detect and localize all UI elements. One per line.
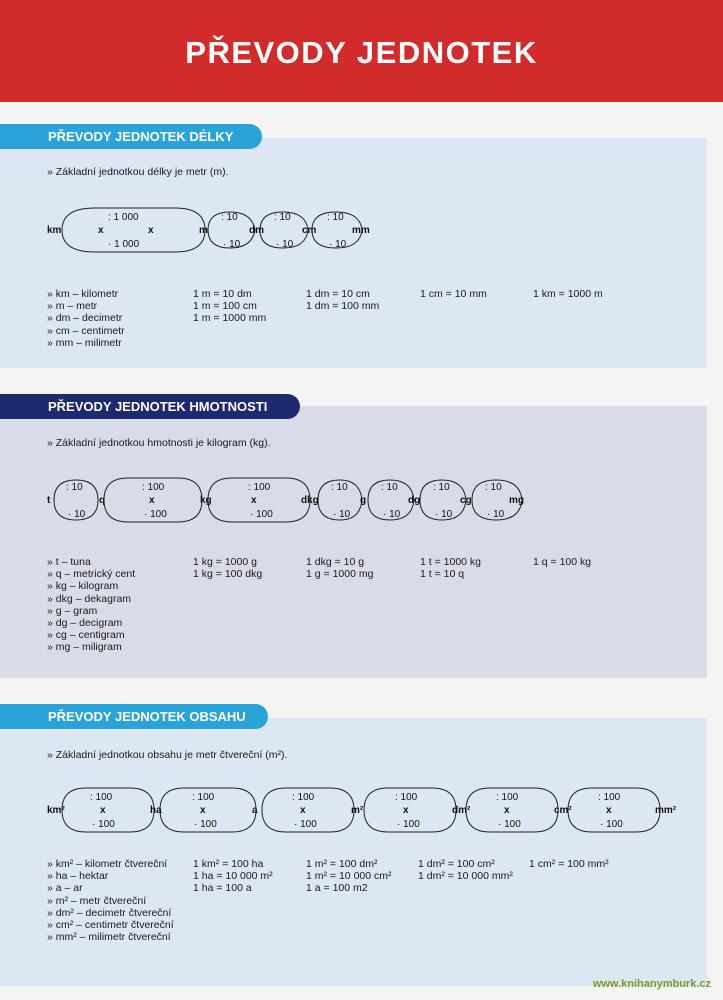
length-eq-col bbox=[306, 288, 379, 312]
list-item: » km – kilometr bbox=[47, 288, 119, 300]
length-factor-top: : 10 bbox=[274, 212, 291, 223]
length-factor-bottom: · 10 bbox=[329, 239, 347, 250]
mass-section-title: PŘEVODY JEDNOTEK HMOTNOSTI bbox=[0, 394, 300, 419]
area-factor-bottom: · 100 bbox=[397, 819, 420, 830]
equation: 1 m = 100 cm bbox=[193, 300, 257, 313]
list-item: » t – tuna bbox=[47, 556, 91, 568]
area-factor-top: : 100 bbox=[496, 792, 519, 803]
mass-unit: t bbox=[47, 495, 51, 506]
equation: 1 km = 1000 m bbox=[533, 288, 603, 300]
mass-factor-top: : 10 bbox=[331, 482, 348, 493]
area-unit: cm² bbox=[554, 805, 572, 816]
footer-url: www.knihanymburk.cz bbox=[592, 978, 711, 990]
length-factor-top: : 1 000 bbox=[108, 212, 139, 223]
mass-unit: mg bbox=[509, 495, 524, 506]
list-item: » dg – decigram bbox=[47, 617, 123, 630]
list-item: » cg – centigram bbox=[47, 629, 125, 642]
length-factor-bottom: · 10 bbox=[276, 239, 294, 250]
area-x-mark: x bbox=[300, 805, 306, 816]
area-factor-top: : 100 bbox=[292, 792, 315, 803]
list-item: » m – metr bbox=[47, 300, 98, 313]
length-legend bbox=[47, 288, 125, 349]
area-unit: km² bbox=[47, 805, 65, 816]
length-intro: » Základní jednotkou délky je metr (m). bbox=[47, 166, 229, 178]
list-item: » mg – miligram bbox=[47, 641, 122, 654]
mass-diagram bbox=[0, 470, 723, 530]
length-eq-col bbox=[193, 288, 266, 325]
area-factor-bottom: · 100 bbox=[498, 819, 521, 830]
mass-factor-bottom: · 10 bbox=[435, 509, 453, 520]
list-item: » cm – centimetr bbox=[47, 324, 125, 337]
area-legend bbox=[47, 858, 174, 943]
mass-factor-top: : 100 bbox=[248, 482, 271, 493]
equation: 1 m² = 100 dm² bbox=[306, 858, 378, 870]
length-factor-bottom: · 1 000 bbox=[108, 239, 140, 250]
equation: 1 m = 1000 mm bbox=[193, 312, 267, 325]
equation: 1 cm² = 100 mm² bbox=[529, 858, 609, 870]
mass-x-mark: x bbox=[149, 495, 155, 506]
mass-eq-col bbox=[533, 556, 591, 568]
area-section-title: PŘEVODY JEDNOTEK OBSAHU bbox=[0, 704, 268, 729]
area-unit: a bbox=[252, 805, 258, 816]
mass-unit: g bbox=[360, 495, 367, 506]
area-unit: dm² bbox=[452, 805, 471, 816]
area-x-mark: x bbox=[504, 805, 510, 816]
mass-factor-bottom: · 100 bbox=[250, 509, 273, 520]
area-factor-top: : 100 bbox=[90, 792, 113, 803]
length-eq-col bbox=[533, 288, 603, 300]
length-unit: dm bbox=[249, 225, 264, 236]
length-unit: m bbox=[199, 225, 208, 236]
area-factor-top: : 100 bbox=[598, 792, 621, 803]
area-factor-top: : 100 bbox=[192, 792, 215, 803]
area-x-mark: x bbox=[200, 805, 206, 816]
equation: 1 ha = 100 a bbox=[193, 882, 252, 895]
length-diagram bbox=[0, 200, 723, 260]
equation: 1 dm² = 10 000 mm² bbox=[418, 870, 513, 883]
list-item: » g – gram bbox=[47, 604, 98, 617]
equation: 1 cm = 10 mm bbox=[420, 288, 487, 300]
mass-unit: q bbox=[99, 495, 106, 506]
area-factor-bottom: · 100 bbox=[92, 819, 115, 830]
list-item: » ha – hektar bbox=[47, 870, 109, 883]
length-unit: mm bbox=[352, 225, 370, 236]
mass-legend bbox=[47, 556, 135, 654]
list-item: » km² – kilometr čtvereční bbox=[47, 858, 168, 870]
area-x-mark: x bbox=[606, 805, 612, 816]
length-eq-col bbox=[420, 288, 487, 300]
equation: 1 t = 1000 kg bbox=[420, 556, 482, 568]
list-item: » a – ar bbox=[47, 882, 83, 895]
area-x-mark: x bbox=[100, 805, 106, 816]
list-item: » cm² – centimetr čtvereční bbox=[47, 919, 174, 932]
mass-intro: » Základní jednotkou hmotnosti je kilogram (kg). bbox=[47, 437, 271, 449]
equation: 1 t = 10 q bbox=[420, 568, 465, 581]
mass-eq-col bbox=[420, 556, 481, 580]
length-factor-bottom: · 10 bbox=[223, 239, 241, 250]
mass-unit: cg bbox=[460, 495, 472, 506]
mass-factor-bottom: · 10 bbox=[383, 509, 401, 520]
mass-eq-col bbox=[193, 556, 262, 580]
equation: 1 kg = 1000 g bbox=[193, 556, 257, 568]
equation: 1 dkg = 10 g bbox=[306, 556, 365, 568]
area-eq-col bbox=[306, 858, 392, 895]
mass-factor-top: : 10 bbox=[381, 482, 398, 493]
equation: 1 a = 100 m2 bbox=[306, 882, 368, 895]
equation: 1 kg = 100 dkg bbox=[193, 568, 263, 581]
mass-unit: kg bbox=[200, 495, 212, 506]
length-x-mark: x bbox=[98, 225, 104, 236]
list-item: » m² – metr čtvereční bbox=[47, 894, 147, 907]
length-factor-top: : 10 bbox=[327, 212, 344, 223]
mass-factor-bottom: · 10 bbox=[333, 509, 351, 520]
length-unit: km bbox=[47, 225, 62, 236]
area-factor-bottom: · 100 bbox=[600, 819, 623, 830]
area-eq-col bbox=[418, 858, 513, 882]
area-x-mark: x bbox=[403, 805, 409, 816]
list-item: » kg – kilogram bbox=[47, 580, 119, 593]
area-diagram bbox=[0, 780, 723, 840]
equation: 1 m² = 10 000 cm² bbox=[306, 870, 392, 883]
list-item: » dkg – dekagram bbox=[47, 592, 132, 605]
area-unit: mm² bbox=[655, 805, 677, 816]
mass-unit: dg bbox=[408, 495, 421, 506]
area-factor-bottom: · 100 bbox=[194, 819, 217, 830]
equation: 1 g = 1000 mg bbox=[306, 568, 374, 581]
area-unit: ha bbox=[150, 805, 162, 816]
mass-x-mark: x bbox=[251, 495, 257, 506]
area-eq-col bbox=[529, 858, 609, 870]
mass-factor-bottom: · 10 bbox=[68, 509, 86, 520]
mass-unit: dkg bbox=[301, 495, 319, 506]
length-x-mark: x bbox=[148, 225, 154, 236]
mass-factor-bottom: · 10 bbox=[487, 509, 505, 520]
mass-factor-top: : 100 bbox=[142, 482, 165, 493]
mass-factor-top: : 10 bbox=[433, 482, 450, 493]
equation: 1 dm = 10 cm bbox=[306, 288, 370, 300]
list-item: » mm² – milimetr čtvereční bbox=[47, 931, 171, 944]
equation: 1 dm = 100 mm bbox=[306, 300, 380, 313]
length-factor-top: : 10 bbox=[221, 212, 238, 223]
page-header bbox=[0, 0, 723, 102]
mass-factor-top: : 10 bbox=[485, 482, 502, 493]
list-item: » mm – milimetr bbox=[47, 336, 122, 349]
mass-eq-col bbox=[306, 556, 373, 580]
area-eq-col bbox=[193, 858, 273, 895]
equation: 1 m = 10 dm bbox=[193, 288, 252, 300]
equation: 1 q = 100 kg bbox=[533, 556, 592, 568]
length-section-title: PŘEVODY JEDNOTEK DÉLKY bbox=[0, 124, 262, 149]
list-item: » dm² – decimetr čtvereční bbox=[47, 906, 172, 919]
area-factor-top: : 100 bbox=[395, 792, 418, 803]
area-unit: m² bbox=[351, 805, 364, 816]
list-item: » q – metrický cent bbox=[47, 568, 136, 581]
equation: 1 km² = 100 ha bbox=[193, 858, 264, 870]
equation: 1 dm² = 100 cm² bbox=[418, 858, 495, 870]
area-factor-bottom: · 100 bbox=[294, 819, 317, 830]
length-unit: cm bbox=[302, 225, 317, 236]
mass-factor-top: : 10 bbox=[66, 482, 83, 493]
list-item: » dm – decimetr bbox=[47, 312, 123, 325]
area-intro: » Základní jednotkou obsahu je metr čtvereční (m²). bbox=[47, 749, 288, 761]
mass-factor-bottom: · 100 bbox=[144, 509, 167, 520]
equation: 1 ha = 10 000 m² bbox=[193, 870, 273, 883]
page-title: PŘEVODY JEDNOTEK bbox=[185, 35, 538, 70]
